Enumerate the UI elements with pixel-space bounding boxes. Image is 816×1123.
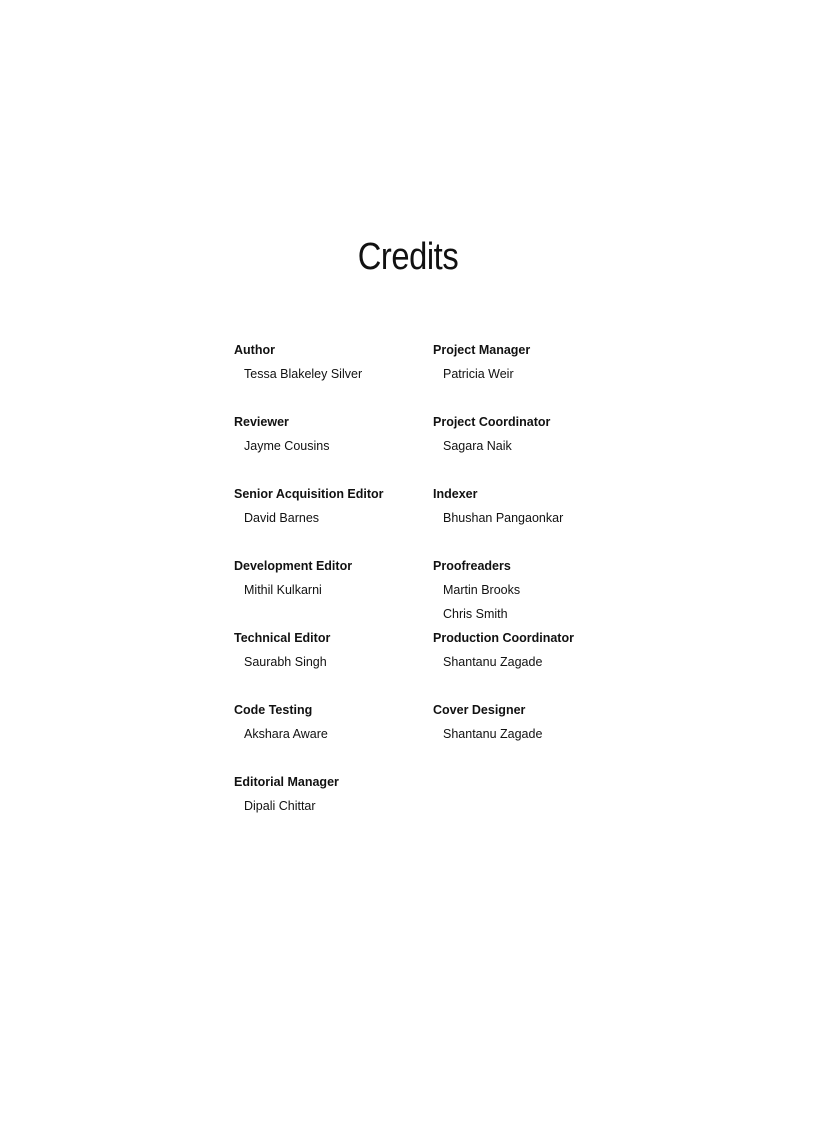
credit-name: Tessa Blakeley Silver [244, 367, 363, 381]
credits-left-column [234, 340, 424, 820]
credit-role: Proofreaders [433, 559, 511, 573]
credit-role: Indexer [433, 487, 478, 501]
credit-group-senior-acquisition-editor [234, 484, 424, 532]
credit-name: Martin Brooks [443, 583, 521, 597]
credit-group-technical-editor [234, 628, 424, 676]
credit-role: Project Coordinator [433, 415, 551, 429]
credit-role: Editorial Manager [234, 775, 339, 789]
credit-name: Mithil Kulkarni [244, 583, 322, 597]
credit-name: Saurabh Singh [244, 655, 327, 669]
credit-name: Sagara Naik [443, 439, 512, 453]
credit-name: Chris Smith [443, 607, 508, 621]
credit-role: Reviewer [234, 415, 289, 429]
credit-name: Shantanu Zagade [443, 727, 543, 741]
credit-name: Akshara Aware [244, 727, 328, 741]
credit-name: David Barnes [244, 511, 320, 525]
credit-name: Patricia Weir [443, 367, 514, 381]
page-title: Credits [357, 236, 459, 278]
credit-group-author [234, 340, 424, 388]
credit-role: Production Coordinator [433, 631, 574, 645]
credit-group-code-testing [234, 700, 424, 748]
credit-name: Bhushan Pangaonkar [443, 511, 564, 525]
credit-role: Development Editor [234, 559, 353, 573]
credit-role: Author [234, 343, 275, 357]
credit-group-proofreaders [433, 556, 623, 628]
credit-group-reviewer [234, 412, 424, 460]
credit-group-production-coordinator [433, 628, 623, 676]
credit-role: Project Manager [433, 343, 531, 357]
credit-role: Cover Designer [433, 703, 526, 717]
credit-name: Shantanu Zagade [443, 655, 543, 669]
credit-group-editorial-manager [234, 772, 424, 820]
credit-group-indexer [433, 484, 623, 532]
credit-group-project-manager [433, 340, 623, 388]
credit-group-project-coordinator [433, 412, 623, 460]
credit-role: Technical Editor [234, 631, 331, 645]
credit-role: Senior Acquisition Editor [234, 487, 384, 501]
credit-name: Jayme Cousins [244, 439, 330, 453]
credit-group-development-editor [234, 556, 424, 604]
credit-group-cover-designer [433, 700, 623, 748]
credit-name: Dipali Chittar [244, 799, 316, 813]
credit-role: Code Testing [234, 703, 313, 717]
credits-right-column [433, 340, 623, 748]
